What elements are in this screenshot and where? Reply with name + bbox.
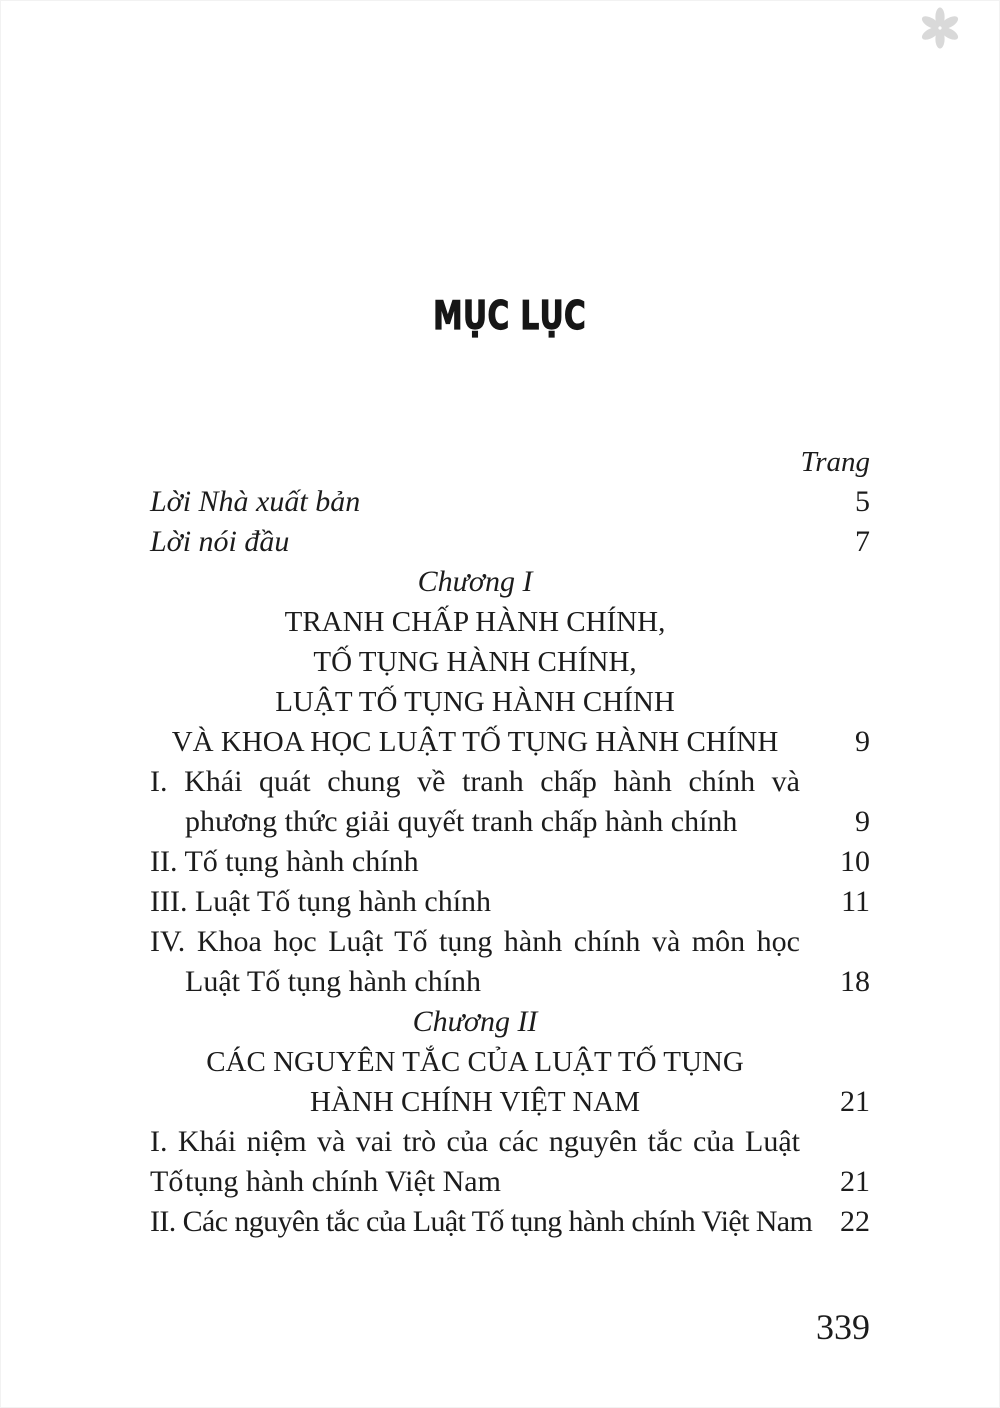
- page-column-header: Trang: [800, 446, 870, 478]
- toc-line: [150, 562, 870, 602]
- toc-line-text: CÁC NGUYÊN TẮC CỦA LUẬT TỐ TỤNG: [206, 1046, 744, 1078]
- toc-line-text: Lời Nhà xuất bản: [150, 485, 361, 518]
- toc-line-text: TRANH CHẤP HÀNH CHÍNH,: [284, 606, 666, 638]
- toc-line-page: 9: [855, 725, 870, 758]
- toc-line-text: II. Tố tụng hành chính: [150, 845, 419, 878]
- toc-line-page: 11: [841, 885, 870, 918]
- toc-line-text: HÀNH CHÍNH VIỆT NAM: [309, 1086, 640, 1118]
- toc-line: [150, 482, 870, 522]
- toc-line-text: Luật Tố tụng hành chính: [185, 965, 482, 998]
- toc-line-page: 10: [840, 845, 870, 878]
- toc-line-text: Lời nói đầu: [150, 525, 290, 558]
- toc-line: [150, 882, 870, 922]
- toc-line: [150, 842, 870, 882]
- toc-line: [150, 962, 870, 1002]
- toc-line: [150, 1002, 870, 1042]
- toc-line-text: Chương I: [417, 565, 533, 598]
- toc-line: [150, 1162, 870, 1202]
- toc-line-text: phương thức giải quyết tranh chấp hành chính: [185, 805, 738, 838]
- folio-page-number: 339: [816, 1307, 870, 1347]
- toc-line: [150, 522, 870, 562]
- toc-line-text: TỐ TỤNG HÀNH CHÍNH,: [313, 646, 637, 678]
- toc-line-page: 7: [855, 525, 870, 558]
- toc-line: [150, 922, 870, 962]
- toc-line-page: 22: [840, 1205, 870, 1238]
- toc-line-page: 21: [840, 1165, 870, 1198]
- toc-line-page: 18: [840, 965, 870, 998]
- toc-line-text: Chương II: [412, 1005, 538, 1038]
- toc-line: [150, 722, 870, 762]
- toc-line-text: LUẬT TỐ TỤNG HÀNH CHÍNH: [275, 686, 675, 718]
- toc-line-text: I. Khái niệm và vai trò của các nguyên tắc của Luật Tố: [150, 1125, 800, 1198]
- toc-line-page: 21: [840, 1085, 870, 1118]
- toc-line: [150, 1082, 870, 1122]
- toc-line: [150, 802, 870, 842]
- toc-line: [150, 1042, 870, 1082]
- toc-lines: [150, 482, 870, 1242]
- toc-line: [150, 642, 870, 682]
- toc-line-text: III. Luật Tố tụng hành chính: [150, 885, 492, 918]
- toc-line-text: tụng hành chính Việt Nam: [185, 1165, 501, 1198]
- toc-line: [150, 1202, 870, 1242]
- toc-line: [150, 682, 870, 722]
- flower-watermark-icon: [920, 6, 960, 50]
- page-title: [150, 294, 870, 339]
- toc-line-text: II. Các nguyên tắc của Luật Tố tụng hành chính Việt Nam: [150, 1205, 813, 1238]
- toc-line: [150, 602, 870, 642]
- toc-line-page: 9: [855, 805, 870, 838]
- page-title-text: MỤC LỤC: [433, 294, 587, 339]
- toc-line-text: IV. Khoa học Luật Tố tụng hành chính và môn học: [150, 925, 800, 958]
- toc-line: [150, 762, 870, 802]
- toc-line-page: 5: [855, 485, 870, 518]
- toc-line-text: VÀ KHOA HỌC LUẬT TỐ TỤNG HÀNH CHÍNH: [171, 726, 779, 758]
- toc-line-text: I. Khái quát chung về tranh chấp hành chính và: [150, 765, 800, 798]
- table-of-contents: [150, 442, 870, 1242]
